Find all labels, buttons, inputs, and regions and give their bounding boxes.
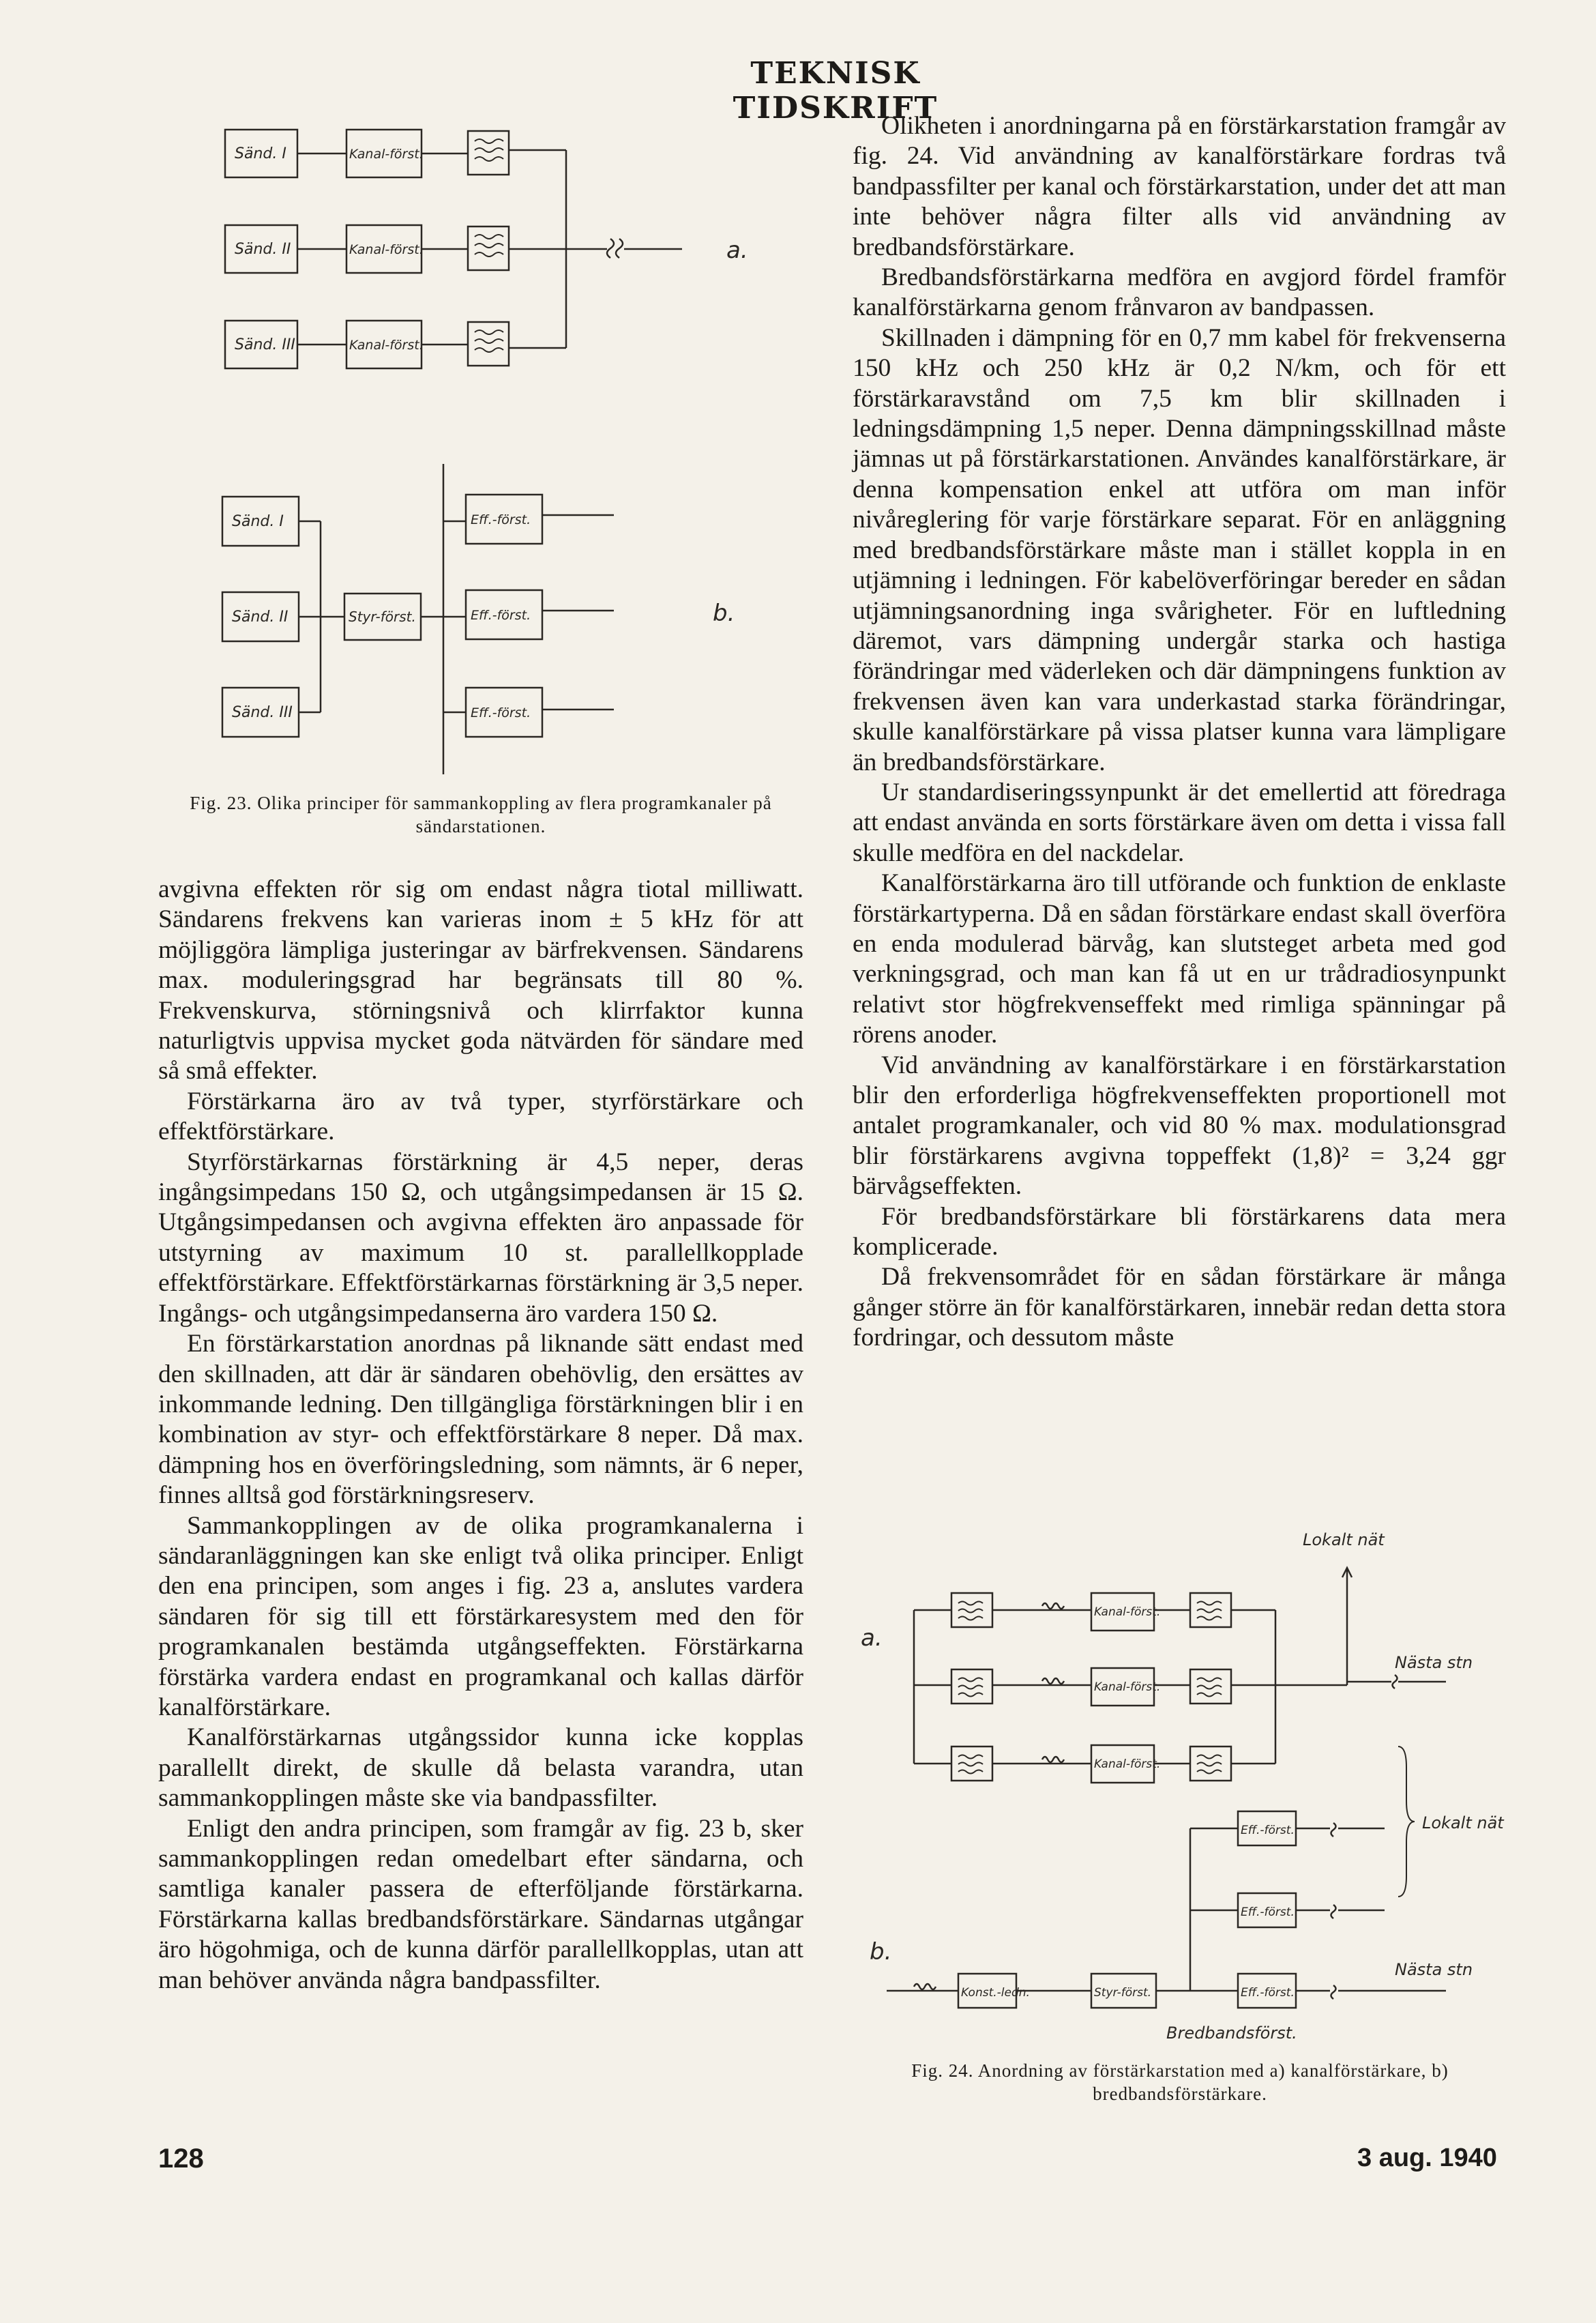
right-paragraph-3: Skillnaden i dämpning för en 0,7 mm kabel för frekvenserna 150 kHz och 250 kHz är 0,2 N/km, och för ett förstärkaravstånd om 7,5 km blir skillnaden i ledningsdämpning 1,5 neper. Denna dämpningsskillnad måste jämnas ut på förstärkarstationen. Användes kanalförstärkare, är denna kompensation enkel att utföra om man inför nivåreglering för varje förstärkare separat. För en anläggning med bredbandsförstärkare måste man i stället koppla in en utjämning i ledningen. För kabelöverföringar bereder en sådan utjämningsanordning inga svårigheter. För en luftledning däremot, vars dämpning undergår starka och hastiga förändringar med väderleken och där dämpningens funktion av frekvensen även kan vara underkastad starka förändringar, skulle kanalförstärkare på vissa platser kunna vara lämpligare än bredbandsförstärkare. — [853, 323, 1506, 776]
fig24-power-amp-2: Eff.-först. — [1241, 1905, 1295, 1919]
left-paragraph-5: Sammankopplingen av de olika programkanalerna i sändaranläggningen kan ske enligt två olika principer. Enligt den ena principen, som anges i fig. 23 a, anslutes vardera sändaren för sig till ett förstärkaresystem med den för programkanalen bestämda utgångseffekten. Förstärkarna förstärka vardera endast en programkanal och kallas därför kanalförstärkare. — [158, 1511, 803, 1721]
right-column — [853, 111, 1506, 1354]
left-paragraph-1: avgivna effekten rör sig om endast några tiotal milliwatt. Sändarens frekvens kan varieras inom ± 5 kHz för att möjliggöra lämpliga justeringar av bärfrekvensen. Sändarens max. moduleringsgrad har begränsats till 80 %. Frekvenskurva, störningsnivå och klirrfaktor kunna naturligtvis uppvisa mycket goda nätvärden för sändare med så små effekter. — [158, 875, 803, 1085]
fig24-power-amp-3: Eff.-först. — [1241, 1986, 1295, 2000]
fig24-part-b-label: b. — [870, 1938, 892, 1966]
fig23-a-sender-3: Sänd. III — [235, 336, 295, 353]
fig24-part-b — [887, 1747, 1446, 2008]
right-paragraph-5: Kanalförstärkarna äro till utförande och funktion de enklaste förstärkartyperna. Då en sådan förstärkare endast skall överföra en enda modulerad bärvåg, kan slutsteget arbeta med god verkningsgrad, och man kan få ut en ur trådradiosynpunkt relativt stor högfrekvenseffekt med rimliga spänningar på rörens anoder. — [853, 869, 1506, 1049]
fig23-part-b-label: b. — [713, 600, 735, 627]
fig23-b-power-2: Eff.-först. — [471, 608, 531, 623]
right-paragraph-2: Bredbandsförstärkarna medföra en avgjord fördel framför kanalförstärkarna genom frånvaron av bandpassen. — [853, 263, 1506, 322]
fig24-channel-amp-2: Kanal-först. — [1094, 1680, 1161, 1694]
figure-23-diagram — [205, 116, 818, 785]
figure-23-caption: Fig. 23. Olika principer för sammankoppling av flera programkanaler på sändarstationen. — [190, 793, 772, 836]
left-paragraph-7: Enligt den andra principen, som framgår av fig. 23 b, sker sammankopplingen redan omedelbart efter sändarna, och samtliga kanaler passera de efterföljande förstärkarna. Förstärkarna kallas bredbandsförstärkare. Sändarnas utgångar äro högohmiga, och de kunna därför parallellkopplas, utan att man behöver använda några bandpassfilter. — [158, 1814, 803, 1994]
right-paragraph-8: Då frekvensområdet för en sådan förstärkare är många gånger större än för kanalförstärkaren, innebär redan detta stora fordringar, och dessutom måste — [853, 1263, 1506, 1352]
fig23-a-amp-2: Kanal-först. — [349, 242, 424, 257]
fig24-next-station-top: Nästa stn — [1395, 1653, 1473, 1672]
fig24-local-net-right: Lokalt nät — [1422, 1813, 1504, 1832]
fig24-konst-ledn: Konst.-ledn. — [961, 1986, 1030, 2000]
right-paragraph-4: Ur standardiseringssynpunkt är det emellertid att föredraga att endast använda en sorts förstärkare även om detta i vissa fall skulle medföra en del nackdelar. — [853, 778, 1506, 867]
fig23-b-sender-3: Sänd. III — [232, 704, 293, 721]
left-paragraph-3: Styrförstärkarnas förstärkning är 4,5 neper, deras ingångsimpedans 150 Ω, och utgångsimpedansen är 15 Ω. Utgångsimpedansen och avgivna effekten äro anpassade för utstyrning av maximum 10 st. parallellkopplade effektförstärkare. Effektförstärkarnas förstärkning är 3,5 neper. Ingångs- och utgångsimpedanserna äro vardera 150 Ω. — [158, 1148, 803, 1328]
figure-24-diagram — [846, 1521, 1521, 2054]
fig24-driver: Styr-först. — [1094, 1986, 1152, 2000]
left-column — [158, 875, 803, 1996]
fig24-next-station-bottom: Nästa stn — [1395, 1960, 1473, 1979]
left-paragraph-2: Förstärkarna äro av två typer, styrförstärkare och effektförstärkare. — [158, 1087, 803, 1146]
fig23-a-amp-1: Kanal-först. — [349, 147, 424, 162]
fig23-part-a — [225, 130, 682, 368]
figure-24-caption: Fig. 24. Anordning av förstärkarstation med a) kanalförstärkare, b) bredbandsförstärkare. — [911, 2060, 1449, 2104]
fig24-power-amp-1: Eff.-först. — [1241, 1824, 1295, 1837]
right-paragraph-1: Olikheten i anordningarna på en förstärkarstation framgår av fig. 24. Vid användning av kanalförstärkare fordras två bandpassfilter per kanal och förstärkarstation, under det att man inte behöver några filter alls vid användning av bredbandsförstärkare. — [853, 112, 1506, 261]
fig24-part-a — [914, 1568, 1446, 1783]
fig23-b-sender-1: Sänd. I — [232, 513, 284, 530]
fig23-b-power-1: Eff.-först. — [471, 512, 531, 527]
fig23-b-sender-2: Sänd. II — [232, 609, 289, 626]
page-date: 3 aug. 1940 — [1357, 2144, 1497, 2172]
journal-title: TEKNISK TIDSKRIFT — [733, 56, 939, 126]
page-number: 128 — [158, 2144, 204, 2174]
fig23-b-power-3: Eff.-först. — [471, 705, 531, 720]
right-paragraph-6: Vid användning av kanalförstärkare i en förstärkarstation blir den erforderliga högfrekvenseffekten proportionell mot antalet programkanaler, och vid 80 % max. modulationsgrad blir förstärkarens avgivna toppeffekt (1,8)² = 3,24 ggr bärvågseffekten. — [853, 1051, 1506, 1201]
fig24-channel-amp-1: Kanal-först. — [1094, 1605, 1161, 1619]
fig24-part-a-label: a. — [861, 1624, 883, 1652]
fig23-a-sender-1: Sänd. I — [235, 145, 286, 162]
fig23-a-amp-3: Kanal-först. — [349, 338, 424, 353]
left-paragraph-6: Kanalförstärkarnas utgångssidor kunna icke kopplas parallellt direkt, de skulle då belasta varandra, utan sammankopplingen måste ske via bandpassfilter. — [158, 1723, 803, 1813]
right-paragraph-7: För bredbandsförstärkare bli förstärkarens data mera komplicerade. — [853, 1202, 1506, 1261]
fig23-part-a-label: a. — [726, 237, 748, 264]
fig23-b-driver: Styr-först. — [349, 609, 416, 625]
left-paragraph-4: En förstärkarstation anordnas på liknande sätt endast med den skillnaden, att där är sändaren obehövlig, den ersättes av inkommande ledning. Den tillgängliga förstärkningen blir i en kombination av styr- och effektförstärkare 8 neper. Då max. dämpning hos en överföringsledning, som nämnts, är 6 neper, finnes alltså god förstärkningsreserv. — [158, 1330, 803, 1510]
fig24-broadband-label: Bredbandsförst. — [1166, 2024, 1297, 2043]
fig24-channel-amp-3: Kanal-först. — [1094, 1757, 1161, 1771]
fig23-a-sender-2: Sänd. II — [235, 241, 291, 258]
fig24-local-net-top: Lokalt nät — [1303, 1530, 1385, 1549]
